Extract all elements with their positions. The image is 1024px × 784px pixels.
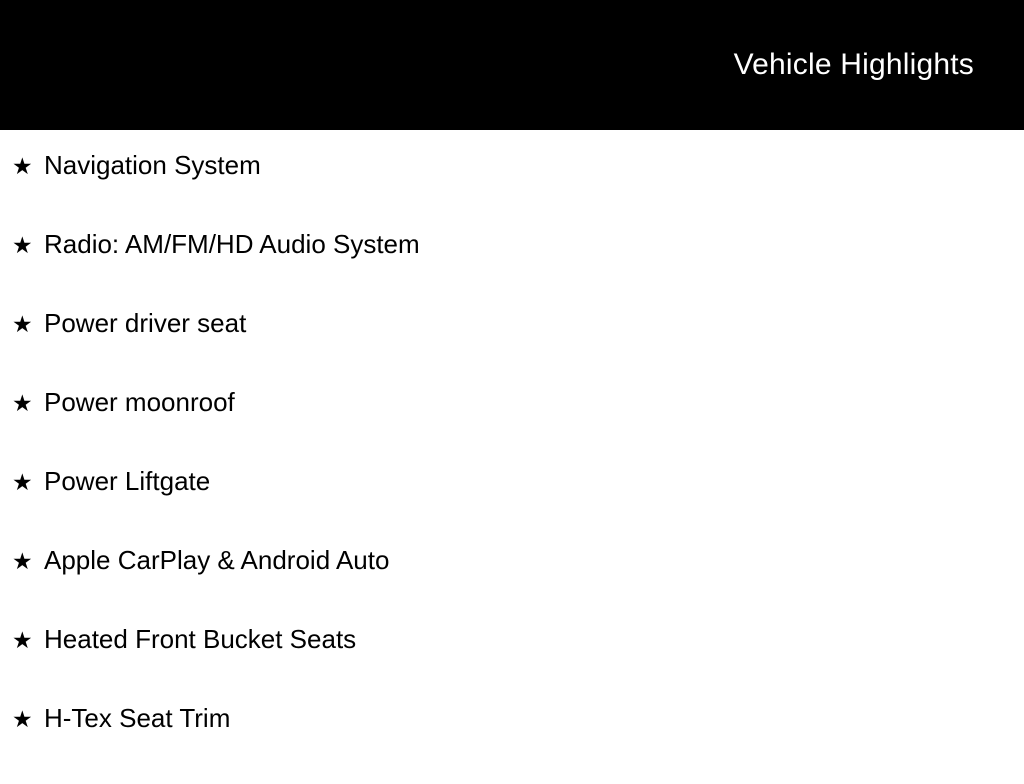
list-item [0, 468, 1024, 547]
list-item-label: Radio: AM/FM/HD Audio System [44, 229, 420, 259]
list-item [0, 547, 1024, 626]
star-icon: ★ [12, 153, 33, 179]
list-item [0, 152, 1024, 231]
list-item-label: Power moonroof [44, 387, 235, 417]
list-item [0, 389, 1024, 468]
list-item-label: H-Tex Seat Trim [44, 703, 231, 733]
list-item-label: Power driver seat [44, 308, 247, 338]
list-item-label: Heated Front Bucket Seats [44, 624, 357, 654]
star-icon: ★ [12, 390, 33, 416]
star-icon: ★ [12, 469, 33, 495]
star-icon: ★ [12, 232, 33, 258]
star-icon: ★ [12, 706, 33, 732]
star-icon: ★ [12, 548, 33, 574]
list-item-label: Power Liftgate [44, 466, 211, 496]
list-item-label: Navigation System [44, 150, 261, 180]
page-title: Vehicle Highlights [733, 48, 974, 81]
list-item [0, 626, 1024, 705]
list-item [0, 310, 1024, 389]
list-item-label: Apple CarPlay & Android Auto [44, 545, 390, 575]
list-item [0, 231, 1024, 310]
vehicle-highlights-list [0, 130, 1024, 784]
list-item [0, 705, 1024, 784]
header-bar [0, 0, 1024, 130]
star-icon: ★ [12, 627, 33, 653]
star-icon: ★ [12, 311, 33, 337]
